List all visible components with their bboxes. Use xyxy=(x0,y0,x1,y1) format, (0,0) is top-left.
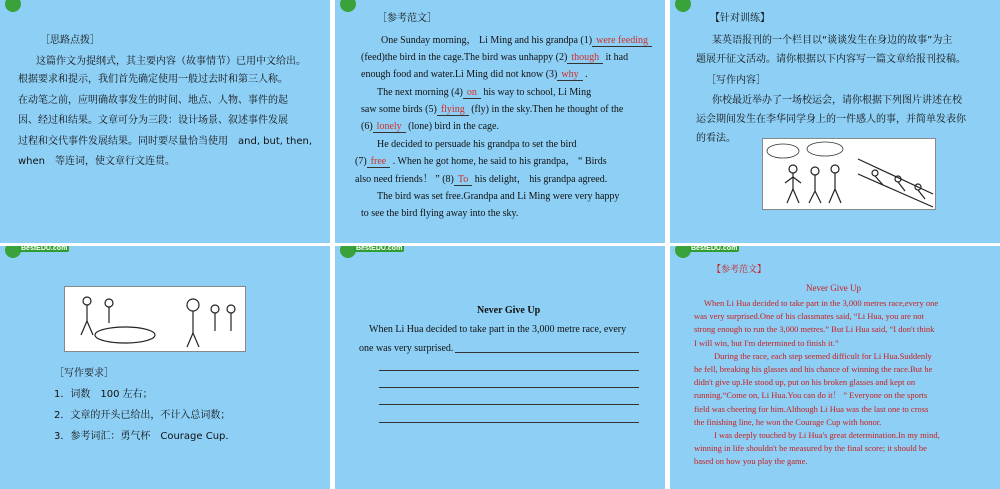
paragraph-line: 某英语报刊的一个栏目以“谈谈发生在身边的故事”为主 xyxy=(712,35,953,46)
answer-3: why xyxy=(557,69,582,81)
essay-line: During the race, each step seemed difficult for Li Hua.Suddenly xyxy=(714,350,932,361)
essay-opening: one was very surprised. xyxy=(359,343,454,354)
paragraph-line: when 等连词，使文章行文连贯。 xyxy=(18,156,176,167)
essay-line: was very surprised.One of his classmates said, “Li Hua, you are not xyxy=(694,311,924,322)
cloze-line: (6) lonely (lone) bird in the cage. xyxy=(361,121,499,132)
paragraph-line: 因、经过和结果。文章可分为三段：设计场景、叙述事件发展 xyxy=(18,115,288,126)
essay-opening: When Li Hua decided to take part in the 3,000 metre race, every xyxy=(369,324,627,335)
paragraph-line: 的看法。 xyxy=(696,133,736,144)
cloze-line: also need friends！ ” (8) To his delight， his grandpa agreed. xyxy=(355,174,608,185)
slide-heading: 【参考范文】 xyxy=(712,265,767,275)
globe-icon xyxy=(675,0,691,12)
brand-logo xyxy=(340,246,403,262)
slide-heading: 【针对训练】 xyxy=(710,13,770,24)
answer-8: To xyxy=(454,174,472,186)
cloze-line: to see the bird flying away into the sky. xyxy=(361,208,519,219)
paragraph-line: 你校最近举办了一场校运会，请你根据下列图片讲述在校 xyxy=(712,95,962,106)
brand-logo xyxy=(675,246,738,262)
cloze-line: One Sunday morning， Li Ming and his grandpa (1) were feeding xyxy=(381,32,652,49)
paragraph-line: 运会期间发生在李华同学身上的一件感人的事，并简单发表你 xyxy=(696,114,966,125)
essay-line: When Li Hua decided to take part in the 3,000 metres race,every one xyxy=(704,298,939,308)
essay-line: field was cheering for him.Although Li Hua was the last one to cross xyxy=(694,403,929,414)
requirement-item: 3．参考词汇：勇气杯 Courage Cup． xyxy=(54,431,236,442)
writing-line xyxy=(379,370,639,371)
slide-reference-cloze xyxy=(335,0,665,243)
essay-line: I was deeply touched by Li Hua's great determination.In my mind, xyxy=(714,430,940,441)
globe-icon xyxy=(5,0,21,12)
answer-7: free xyxy=(367,156,391,168)
slide-writing-requirements xyxy=(0,246,330,489)
essay-line: running.“Come on, Li Hua.You can do it！ ” Everyone on the sports xyxy=(694,390,928,401)
essay-line: strong enough to run the 3,000 metres.” But Li Hua said, “I don't think xyxy=(694,324,935,335)
essay-line: I will win, but I'm determined to finish it.” xyxy=(694,337,839,348)
race-scene-drawing xyxy=(65,287,245,351)
essay-title: Never Give Up xyxy=(477,305,541,316)
writing-line xyxy=(379,387,639,388)
cloze-line: (7) free . When he got home, he said to his grandpa， “ Birds xyxy=(355,156,607,167)
essay-line: the finishing line, he won the Courage Cup with honor. xyxy=(694,416,882,427)
writing-line xyxy=(455,352,639,353)
writing-line xyxy=(379,404,639,405)
brand-text: BestEDU.com xyxy=(691,246,738,252)
paragraph-line: 过程和交代事件发展结果。同时要尽量恰当使用 and, but, then, xyxy=(18,136,313,147)
cloze-line: The next morning (4) on his way to school, Li Ming xyxy=(377,87,592,98)
race-scene-illustration xyxy=(64,286,246,352)
essay-line: he fell, breaking his glasses and his chance of winning the race.But he xyxy=(694,364,933,375)
essay-line: didn't give up.He stood up, put on his broken glasses and kept on xyxy=(694,377,916,388)
cloze-line: enough food and water.Li Ming did not know (3) why . xyxy=(361,69,588,80)
brand-logo xyxy=(5,0,65,16)
requirement-item: 1．词数 100 左右； xyxy=(54,389,153,400)
slide-writing-start xyxy=(335,246,665,489)
brand-logo xyxy=(5,246,68,262)
globe-icon xyxy=(340,0,356,12)
paragraph-line: 根据要求和提示，我们首先确定使用一般过去时和第三人称。 xyxy=(18,74,288,85)
runners-drawing xyxy=(763,139,935,209)
writing-line xyxy=(379,422,639,423)
essay-line: based on how you play the game. xyxy=(694,456,808,467)
cloze-line: He decided to persuade his grandpa to set the bird xyxy=(377,139,577,150)
sub-heading: ［写作内容］ xyxy=(706,75,766,86)
slide-heading: ［写作要求］ xyxy=(54,368,114,379)
cloze-line: saw some birds (5) flying (fly) in the sky.Then he thought of the xyxy=(361,104,624,115)
paragraph-line: 这篇作文为提纲式，其主要内容（故事情节）已用中文给出。 xyxy=(36,56,306,67)
answer-2: though xyxy=(567,52,603,64)
race-illustration xyxy=(762,138,936,210)
essay-title: Never Give Up xyxy=(806,283,861,293)
essay-line: winning in life shouldn't be measured by the final score; it should be xyxy=(694,443,927,454)
answer-4: on xyxy=(463,87,481,99)
cloze-line: The bird was set free.Grandpa and Li Ming were very happy xyxy=(377,191,620,202)
slide-model-essay xyxy=(670,246,1000,489)
answer-5: flying xyxy=(437,104,469,116)
brand-text: BestEDU.com xyxy=(356,246,403,252)
slide-heading: ［参考范文］ xyxy=(377,13,437,24)
cloze-line: (feed)the bird in the cage.The bird was unhappy (2) though it had xyxy=(361,52,629,63)
slide-targeted-training xyxy=(670,0,1000,243)
paragraph-line: 题展开征文活动。请你根据以下内容写一篇文章给报刊投稿。 xyxy=(696,54,966,65)
requirement-item: 2．文章的开头已给出，不计入总词数； xyxy=(54,410,231,421)
essay-body xyxy=(694,297,994,469)
slide-thinking-tips xyxy=(0,0,330,243)
slide-heading: ［思路点拨］ xyxy=(40,35,100,46)
answer-1: were feeding xyxy=(592,35,652,47)
answer-6: lonely xyxy=(373,121,406,133)
paragraph-line: 在动笔之前，应明确故事发生的时间、地点、人物、事件的起 xyxy=(18,95,288,106)
brand-text: BestEDU.com xyxy=(21,246,68,252)
